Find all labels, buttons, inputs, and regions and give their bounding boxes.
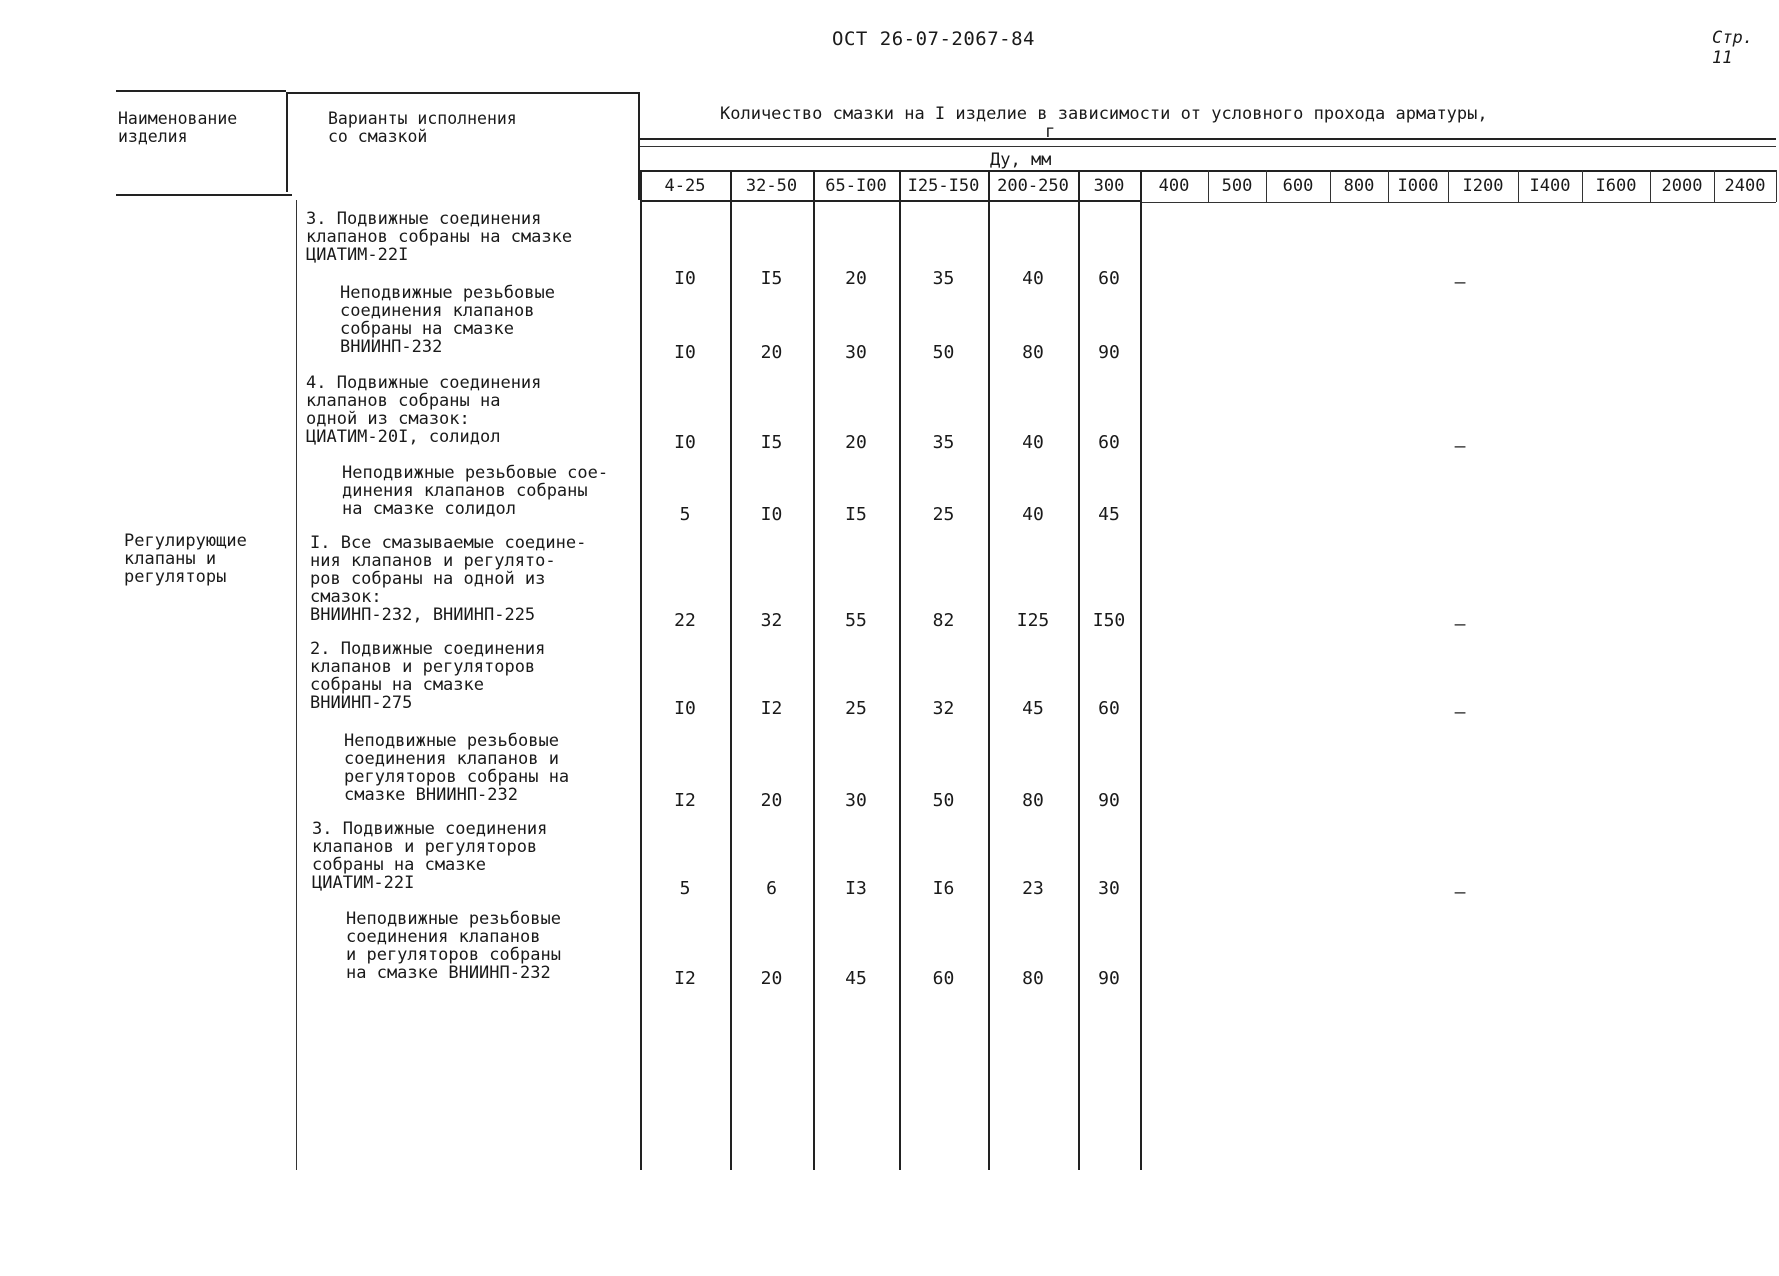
cell-2-3: 35 [932,432,955,453]
column-header-9: 800 [1343,176,1375,196]
cell-7-3: I6 [932,878,955,899]
column-line-9 [1330,170,1331,202]
cell-7-0: 5 [679,878,691,899]
cell-0-4: 40 [1022,268,1044,289]
column-line-10 [1388,170,1389,202]
column-header-11: I200 [1462,176,1504,196]
row-description-4: I. Все смазываемые соедине- ния клапанов и регулято- ров собраны на одной из смазок: ВНИИНП-232, ВНИИНП-225 [310,533,587,625]
quantity-header: Количество смазки на I изделие в зависимости от условного прохода арматуры, [720,104,1488,124]
column-header-0: 4-25 [664,176,706,196]
cell-5-3: 32 [932,698,955,719]
cell-4-4: I25 [1016,610,1050,631]
table-top-border [116,90,286,92]
cell-5-5: 60 [1098,698,1120,719]
column-header-15: 2400 [1724,176,1766,196]
column-header-4: 200-250 [997,176,1069,196]
cell-7-4: 23 [1022,878,1044,899]
cell-4-3: 82 [932,610,955,631]
cell-8-4: 80 [1022,968,1044,989]
column-header-2: 65-I00 [825,176,887,196]
column-line-12 [1518,170,1519,202]
page-number: Стр. 11 [1712,28,1753,68]
row-description-5: 2. Подвижные соединения клапанов и регуляторов собраны на смазке ВНИИНП-275 [310,639,546,713]
column-header-10: I000 [1397,176,1439,196]
column-line-7 [1208,170,1209,202]
cell-7-2: I3 [845,878,867,899]
document-code: ОСТ 26-07-2067-84 [832,28,1035,50]
row-description-7: 3. Подвижные соединения клапанов и регуляторов собраны на смазке ЦИАТИМ-22I [312,819,548,893]
column-line-5 [1078,170,1080,1170]
table-top-border-2 [286,92,640,94]
cell-4-1: 32 [760,610,783,631]
header-sub-line [640,138,1776,140]
cell-8-5: 90 [1098,968,1120,989]
cell-3-1: I0 [760,504,783,525]
row-description-1: Неподвижные резьбовые соединения клапанов собраны на смазке ВНИИНП-232 [340,283,555,357]
cell-8-1: 20 [760,968,783,989]
column-line-3 [899,170,901,1170]
header-divider-1 [286,92,288,192]
row-rest-dash-4: – [1454,614,1466,635]
cell-8-3: 60 [932,968,955,989]
cell-8-2: 45 [845,968,867,989]
cell-5-2: 25 [845,698,867,719]
cell-7-5: 30 [1098,878,1120,899]
du-label: Ду, мм [990,150,1052,170]
cell-6-1: 20 [760,790,783,811]
cell-2-1: I5 [760,432,783,453]
column-line-14 [1650,170,1651,202]
cell-8-0: I2 [674,968,696,989]
column-line-6 [1140,170,1142,1170]
column-line-1 [730,170,732,1170]
column-line-4 [988,170,990,1170]
cell-1-2: 30 [845,342,867,363]
column-line-13 [1582,170,1583,202]
row-description-0: 3. Подвижные соединения клапанов собраны на смазке ЦИАТИМ-22I [306,209,573,265]
column-line-11 [1448,170,1449,202]
cell-5-0: I0 [674,698,696,719]
column-header-14: 2000 [1661,176,1703,196]
cell-3-4: 40 [1022,504,1044,525]
cell-2-4: 40 [1022,432,1044,453]
row-description-3: Неподвижные резьбовые сое- динения клапанов собраны на смазке солидол [342,463,609,519]
column-header-12: I400 [1529,176,1571,196]
variant-column-header: Варианты исполнения со смазкой [328,109,517,146]
column-line-2 [813,170,815,1170]
cell-0-3: 35 [932,268,955,289]
row-rest-dash-0: – [1454,272,1466,293]
cell-3-5: 45 [1098,504,1120,525]
cell-5-1: I2 [760,698,783,719]
cell-1-1: 20 [760,342,783,363]
cell-0-2: 20 [845,268,867,289]
cell-6-3: 50 [932,790,955,811]
body-divider-left [296,200,297,1170]
row-description-6: Неподвижные резьбовые соединения клапанов и регуляторов собраны на смазке ВНИИНП-232 [344,731,570,805]
column-header-13: I600 [1595,176,1637,196]
column-header-7: 500 [1221,176,1253,196]
row-rest-dash-2: – [1454,436,1466,457]
column-line-16 [1776,170,1777,202]
cell-3-3: 25 [932,504,955,525]
row-rest-dash-5: – [1454,702,1466,723]
cell-1-5: 90 [1098,342,1120,363]
cell-0-5: 60 [1098,268,1120,289]
header-sub-line-2 [640,146,1776,147]
cell-7-1: 6 [766,878,777,899]
cell-6-4: 80 [1022,790,1044,811]
quantity-unit: г [1045,122,1056,142]
row-description-2: 4. Подвижные соединения клапанов собраны на одной из смазок: ЦИАТИМ-20I, солидол [306,373,542,447]
product-column-header: Наименование изделия [118,109,238,146]
product-name-regulating: Регулирующие клапаны и регуляторы [124,531,247,587]
header-bottom-line-3 [1140,202,1776,203]
row-description-8: Неподвижные резьбовые соединения клапанов и регуляторов собраны на смазке ВНИИНП-232 [346,909,561,983]
row-rest-dash-7: – [1454,882,1466,903]
cell-2-2: 20 [845,432,867,453]
cell-4-2: 55 [845,610,867,631]
cell-5-4: 45 [1022,698,1044,719]
cell-1-0: I0 [674,342,696,363]
column-line-0 [640,170,642,1170]
cell-0-1: I5 [760,268,783,289]
cell-2-5: 60 [1098,432,1120,453]
cell-6-0: I2 [674,790,696,811]
cell-2-0: I0 [674,432,696,453]
column-header-1: 32-50 [745,176,798,196]
column-header-5: 300 [1093,176,1125,196]
header-bottom-line-1 [116,194,292,196]
cell-0-0: I0 [674,268,696,289]
column-header-3: I25-I50 [907,176,980,196]
cell-6-2: 30 [845,790,867,811]
cell-1-3: 50 [932,342,955,363]
column-line-8 [1266,170,1267,202]
column-line-15 [1714,170,1715,202]
cell-4-5: I50 [1092,610,1126,631]
column-header-8: 600 [1282,176,1314,196]
cell-3-2: I5 [845,504,867,525]
cell-1-4: 80 [1022,342,1044,363]
cell-4-0: 22 [674,610,696,631]
header-bottom-line-2 [640,200,1140,202]
column-header-6: 400 [1158,176,1190,196]
cell-6-5: 90 [1098,790,1120,811]
cell-3-0: 5 [679,504,691,525]
